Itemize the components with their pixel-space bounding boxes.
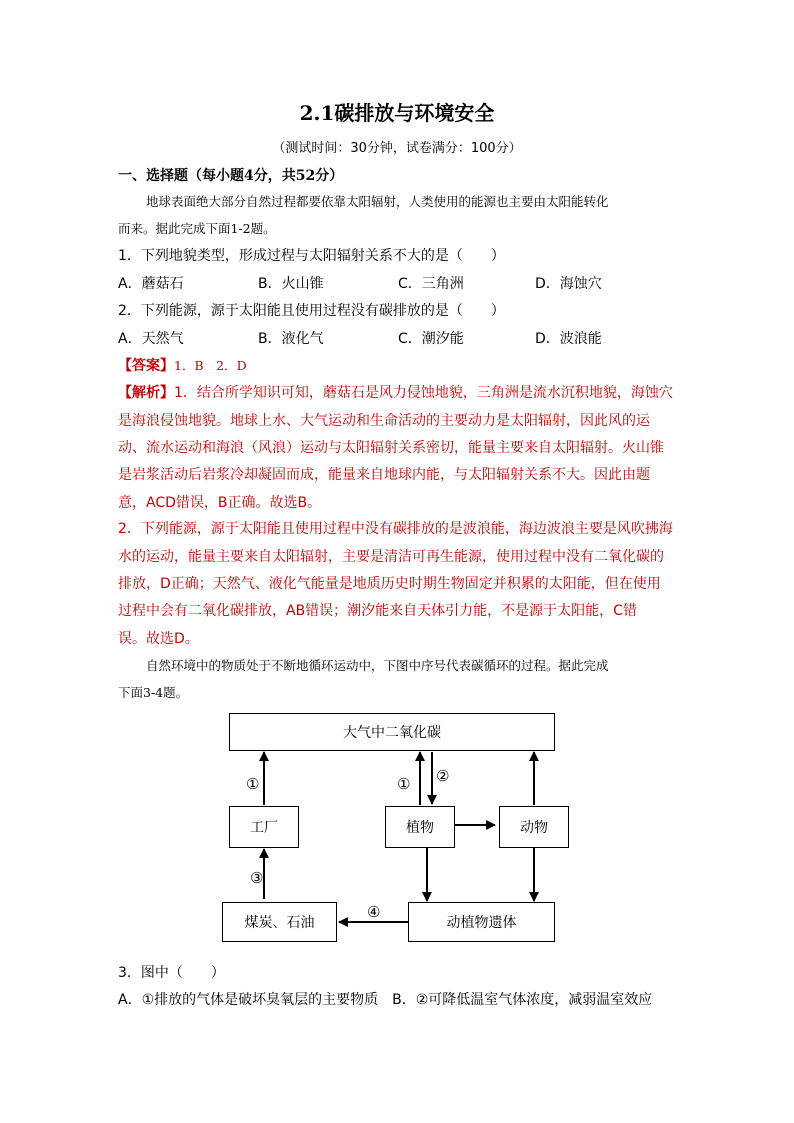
question-1-stem: 1．下列地貌类型，形成过程与太阳辐射关系不大的是（ ） — [118, 248, 505, 264]
question-3-options: A．①排放的气体是破坏臭氧层的主要物质 B．②可降低温室气体浓度，减弱温室效应 — [118, 992, 653, 1008]
factory-box: 工厂 — [229, 806, 299, 848]
question-1-option-d[interactable]: D．海蚀穴 — [535, 276, 602, 292]
label-process-4: ④ — [367, 903, 381, 921]
intro-line-2: 而来。据此完成下面1-2题。 — [118, 221, 276, 236]
page-title: 2.1碳排放与环境安全 — [299, 101, 495, 125]
animals-box: 动物 — [499, 806, 569, 848]
analysis-line-9: 过程中会有二氧化碳排放，AB错误；潮汐能来自天体引力能，不是源于太阳能，C错 — [118, 603, 637, 619]
analysis-line-4: 是岩浆活动后岩浆冷却凝固而成，能量来自地球内能，与太阳辐射关系不大。因此由题 — [118, 467, 650, 483]
plants-box: 植物 — [385, 806, 455, 848]
intro-line-1: 地球表面绝大部分自然过程都要依靠太阳辐射，人类使用的能源也主要由太阳能转化 — [146, 194, 609, 209]
analysis-line-6: 2．下列能源，源于太阳能且使用过程中没有碳排放的是波浪能，海边波浪主要是风吹拂海 — [118, 521, 673, 537]
question-2-option-d[interactable]: D．波浪能 — [535, 331, 602, 347]
fossil-fuel-box: 煤炭、石油 — [222, 902, 337, 942]
remains-box: 动植物遗体 — [408, 902, 555, 942]
question-2-stem: 2．下列能源，源于太阳能且使用过程没有碳排放的是（ ） — [118, 303, 505, 319]
analysis-line-10: 误。故选D。 — [118, 631, 199, 647]
question-1-option-a[interactable]: A．蘑菇石 — [118, 276, 184, 292]
label-process-1-plants: ① — [397, 775, 411, 793]
analysis-line-8: 排放，D正确；天然气、液化气能量是地质历史时期生物固定并积累的太阳能，但在使用 — [118, 576, 661, 592]
answer-text: 1．B 2．D — [174, 358, 247, 373]
analysis-line-7: 水的运动，能量主要来自太阳辐射，主要是清洁可再生能源，使用过程中没有二氧化碳的 — [118, 549, 664, 565]
atmosphere-co2-box: 大气中二氧化碳 — [229, 713, 555, 751]
question-1-option-c[interactable]: C．三角洲 — [398, 276, 464, 292]
answer-label: 【答案】 — [118, 358, 174, 374]
test-info: （测试时间：30分钟，试卷满分：100分） — [272, 141, 522, 156]
intro2-line-2: 下面3-4题。 — [118, 685, 189, 700]
label-process-2: ② — [436, 767, 450, 785]
analysis-line-5: 意，ACD错误，B正确。故选B。 — [118, 495, 322, 511]
analysis-line-2: 是海浪侵蚀地貌。地球上水、大气运动和生命活动的主要动力是太阳辐射，因此风的运 — [118, 413, 650, 429]
question-2-option-b[interactable]: B．液化气 — [258, 331, 324, 347]
label-process-1-factory: ① — [246, 775, 260, 793]
question-2-option-a[interactable]: A．天然气 — [118, 331, 184, 347]
question-3-stem: 3．图中（ ） — [118, 965, 225, 981]
analysis-label: 【解析】 — [118, 385, 174, 401]
analysis-line-3: 动、流水运动和海浪（风浪）运动与太阳辐射关系密切，能量主要来自太阳辐射。火山锥 — [118, 440, 664, 456]
intro2-line-1: 自然环境中的物质处于不断地循环运动中，下图中序号代表碳循环的过程。据此完成 — [146, 658, 609, 673]
analysis-line-1: 【解析】1．结合所学知识可知，蘑菇石是风力侵蚀地貌，三角洲是流水沉积地貌，海蚀穴 — [118, 385, 673, 401]
label-process-3: ③ — [250, 869, 264, 887]
question-2-option-c[interactable]: C．潮汐能 — [398, 331, 464, 347]
section-heading: 一、选择题（每小题4分，共52分） — [118, 168, 344, 184]
question-1-option-b[interactable]: B．火山锥 — [258, 276, 324, 292]
